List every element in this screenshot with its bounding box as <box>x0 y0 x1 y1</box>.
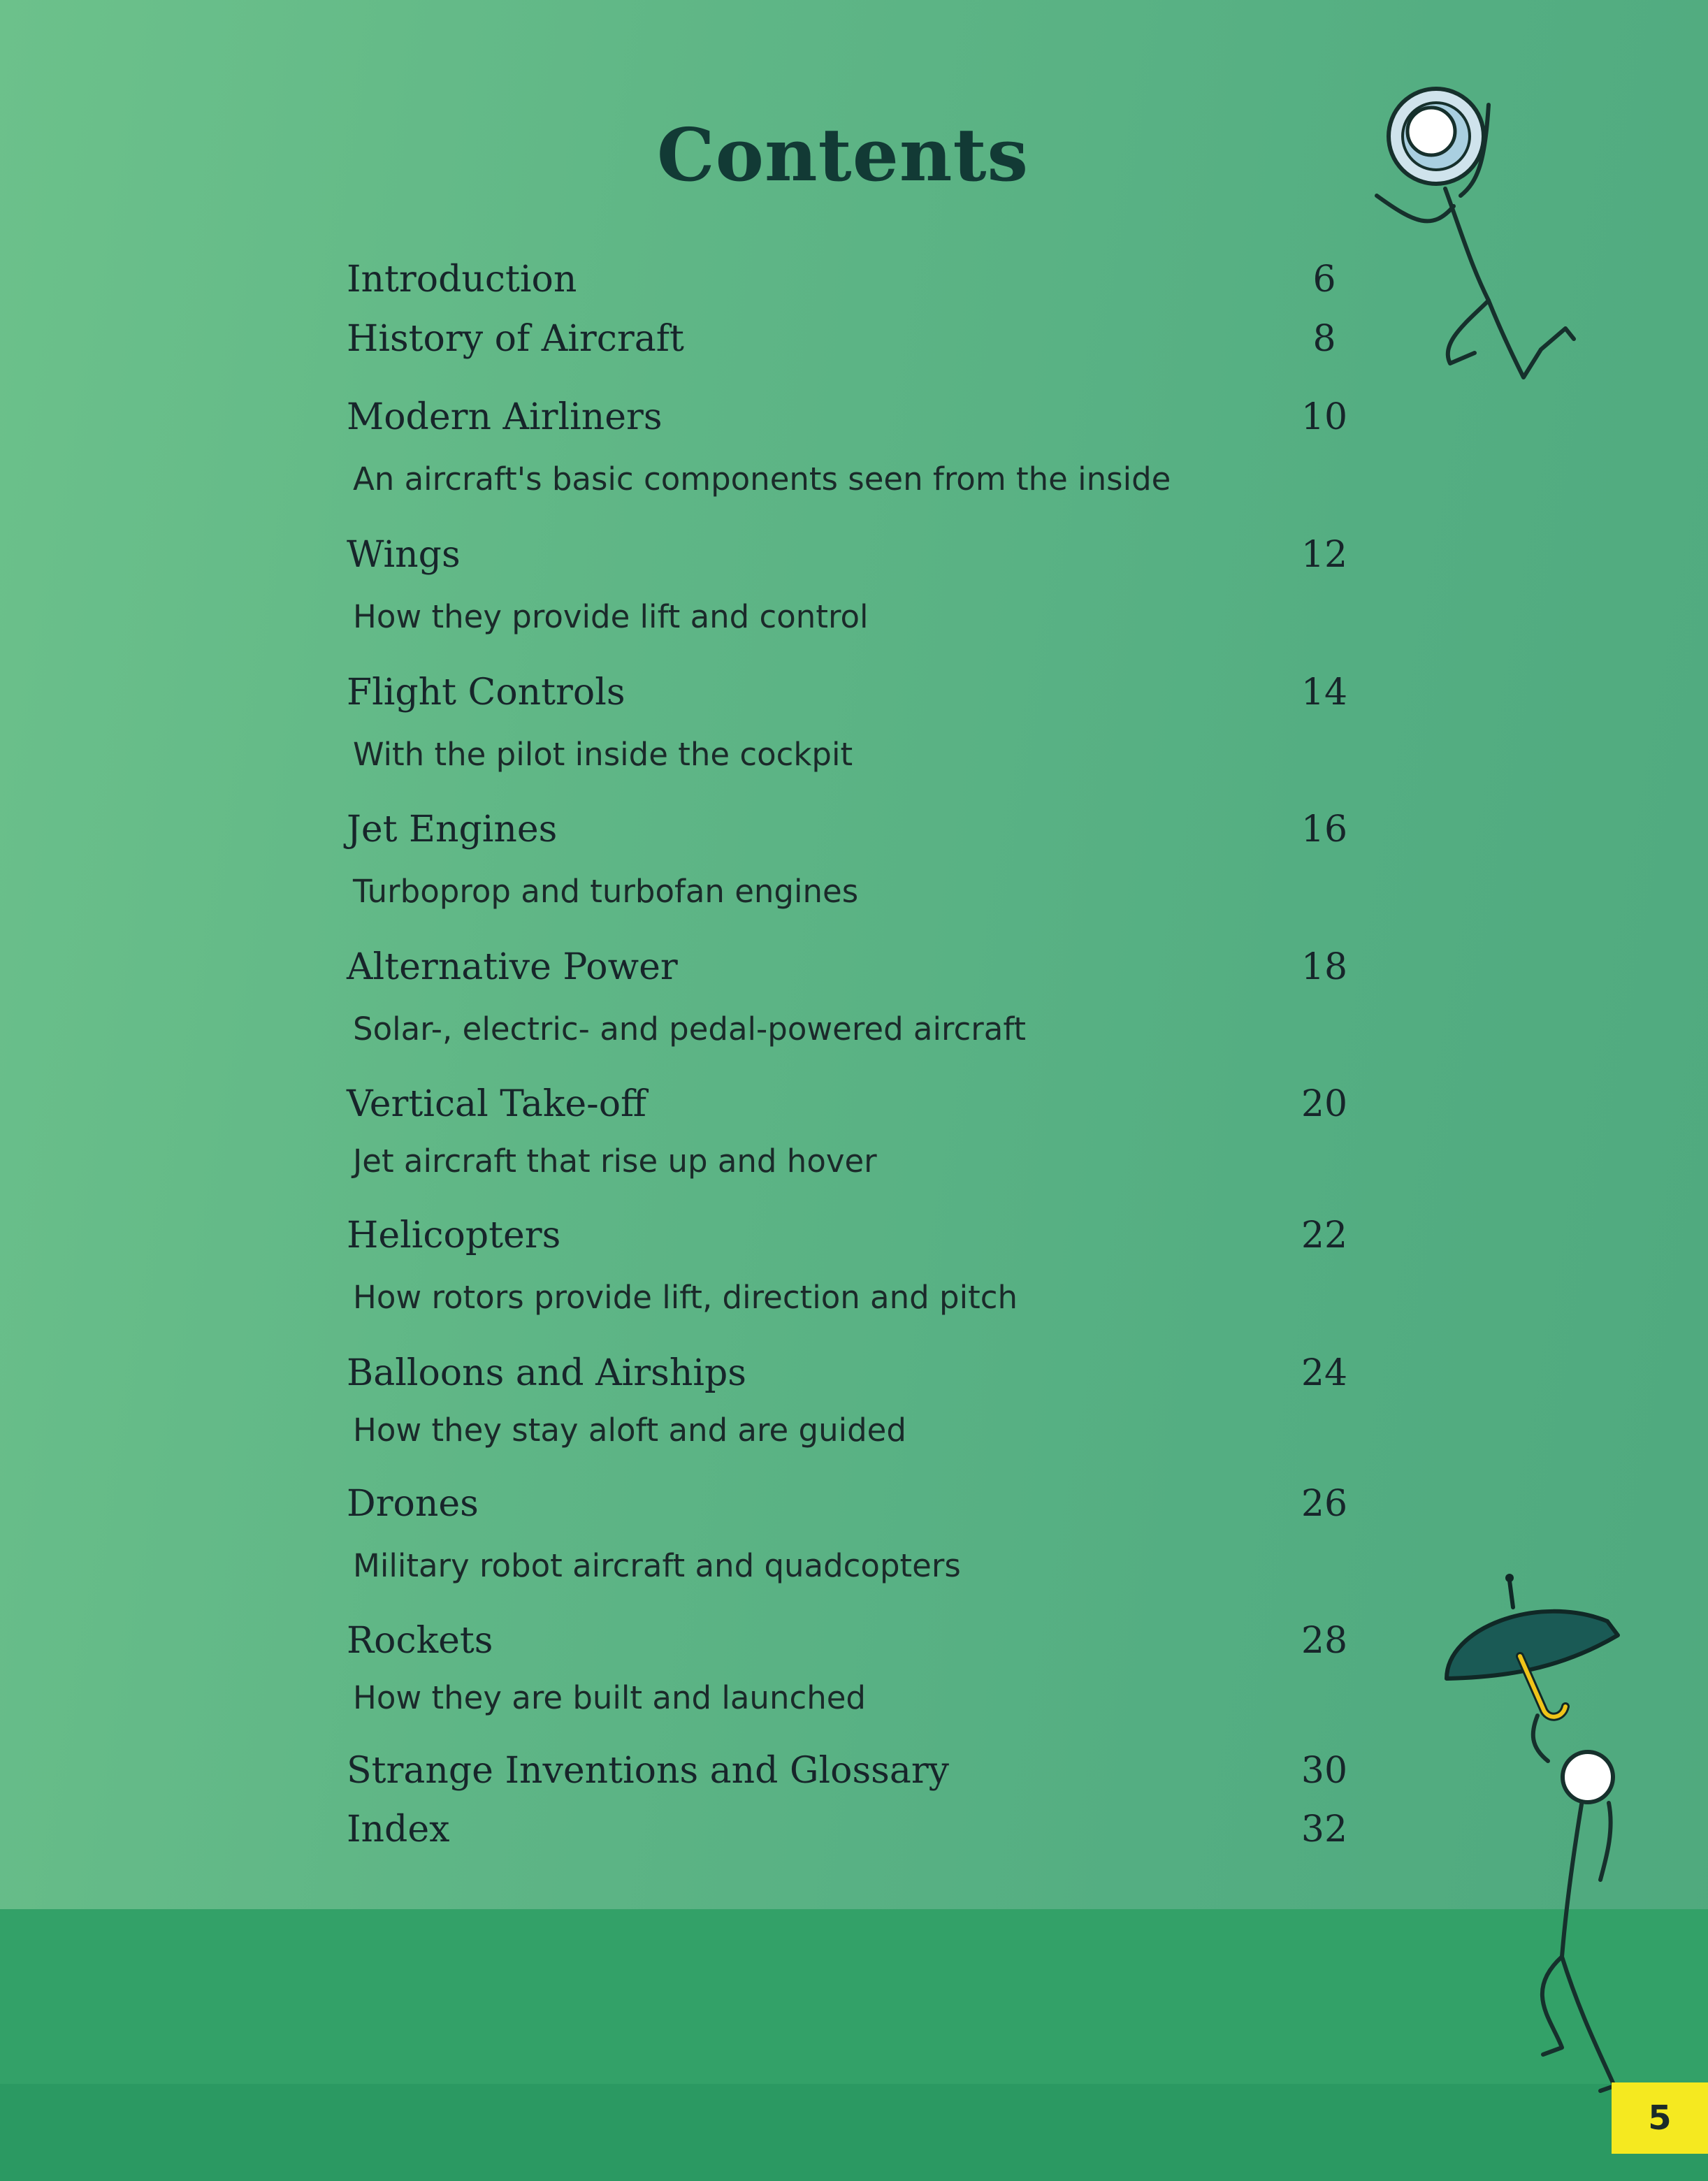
toc-entry-subtitle: An aircraft's basic components seen from the inside <box>353 461 1171 498</box>
toc-entry-page: 10 <box>1301 396 1348 438</box>
toc-entry-page: 12 <box>1301 534 1348 576</box>
toc-entry-subtitle: How they provide lift and control <box>353 598 869 635</box>
toc-entry-page: 6 <box>1312 259 1336 300</box>
toc-entry-page: 20 <box>1301 1083 1348 1125</box>
page-title: Contents <box>656 112 1029 198</box>
toc-entry-page: 24 <box>1301 1352 1348 1394</box>
toc-entry-subtitle: How rotors provide lift, direction and pitch <box>353 1279 1018 1316</box>
umbrella-icon <box>1447 1574 1618 1717</box>
toc-entry-title[interactable]: Helicopters <box>347 1215 561 1256</box>
page-number-badge: 5 <box>1612 2082 1708 2154</box>
toc-entry-page: 18 <box>1301 946 1348 988</box>
toc-entry-title[interactable]: Introduction <box>347 259 577 300</box>
toc-entry-subtitle: How they stay aloft and are guided <box>353 1412 906 1449</box>
toc-entry-title[interactable]: Index <box>347 1809 450 1850</box>
toc-entry-page: 22 <box>1301 1215 1348 1256</box>
toc-entry-page: 26 <box>1301 1483 1348 1525</box>
toc-entry-title[interactable]: Rockets <box>347 1620 493 1662</box>
umbrella-figure-illustration <box>1426 1565 1663 2110</box>
toc-entry-page: 30 <box>1301 1750 1348 1792</box>
toc-entry-subtitle: Jet aircraft that rise up and hover <box>353 1143 877 1180</box>
toc-entry-title[interactable]: Drones <box>347 1483 479 1525</box>
toc-entry-subtitle: How they are built and launched <box>353 1679 866 1716</box>
toc-entry-title[interactable]: Wings <box>347 534 461 576</box>
toc-entry-page: 16 <box>1301 809 1348 850</box>
toc-entry-title[interactable]: Balloons and Airships <box>347 1352 746 1394</box>
toc-entry-title[interactable]: Alternative Power <box>347 946 678 988</box>
astronaut-figure-illustration <box>1356 70 1635 398</box>
helmet-icon <box>1389 89 1484 184</box>
toc-entry-page: 14 <box>1301 672 1348 713</box>
toc-entry-title[interactable]: History of Aircraft <box>347 318 684 360</box>
toc-entry-page: 28 <box>1301 1620 1348 1662</box>
toc-entry-title[interactable]: Modern Airliners <box>347 396 663 438</box>
toc-entry-title[interactable]: Jet Engines <box>347 809 558 850</box>
toc-entry-page: 32 <box>1301 1809 1348 1850</box>
toc-entry-subtitle: Military robot aircraft and quadcopters <box>353 1547 961 1584</box>
toc-entry-page: 8 <box>1312 318 1336 360</box>
toc-entry-subtitle: Turboprop and turbofan engines <box>353 873 859 910</box>
toc-entry-subtitle: Solar-, electric- and pedal-powered aircraft <box>353 1010 1027 1048</box>
toc-entry-subtitle: With the pilot inside the cockpit <box>353 736 853 773</box>
toc-entry-title[interactable]: Strange Inventions and Glossary <box>347 1750 950 1792</box>
toc-entry-title[interactable]: Flight Controls <box>347 672 625 713</box>
toc-entry-title[interactable]: Vertical Take-off <box>347 1083 646 1125</box>
